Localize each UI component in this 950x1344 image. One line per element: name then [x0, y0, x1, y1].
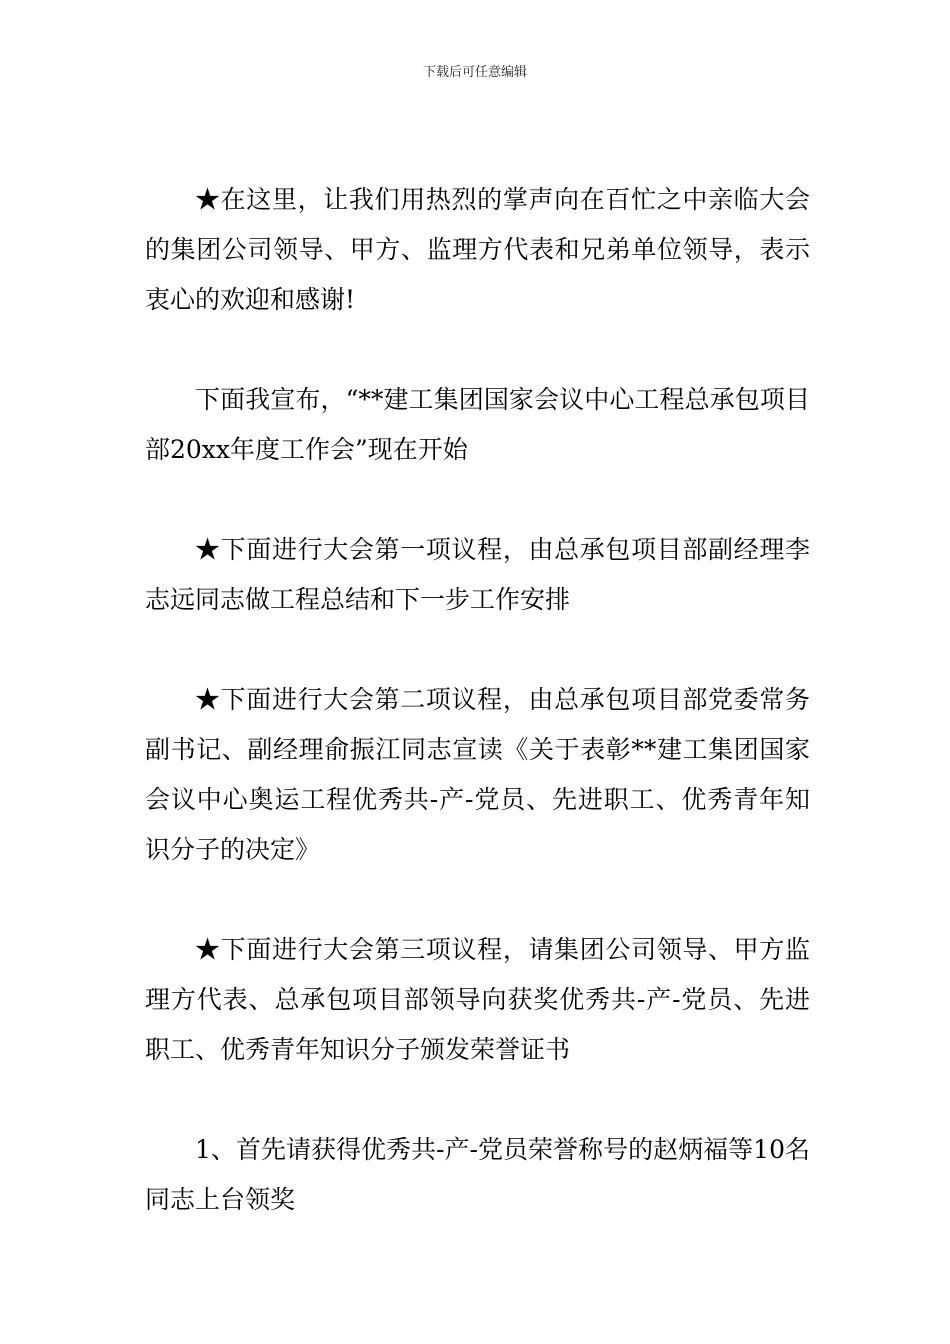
paragraph-award-step-1: 1、首先请获得优秀共-产-党员荣誉称号的赵炳福等10名同志上台领奖 [145, 1135, 810, 1214]
paragraph-agenda-item-2: ★下面进行大会第二项议程，由总承包项目部党委常务副书记、副经理俞振江同志宣读《关于表彰**建工集团国家会议中心奥运工程优秀共-产-党员、先进职工、优秀青年知识分子的决定》 [145, 685, 810, 864]
paragraph-opening-announcement: 下面我宣布，“**建工集团国家会议中心工程总承包项目部20xx年度工作会”现在开始 [145, 385, 810, 464]
paragraph-agenda-item-1: ★下面进行大会第一项议程，由总承包项目部副经理李志远同志做工程总结和下一步工作安排 [145, 535, 810, 614]
document-body [145, 175, 810, 1275]
paragraph-agenda-item-3: ★下面进行大会第三项议程，请集团公司领导、甲方监理方代表、总承包项目部领导向获奖优秀共-产-党员、先进职工、优秀青年知识分子颁发荣誉证书 [145, 935, 810, 1064]
paragraph-welcome: ★在这里，让我们用热烈的掌声向在百忙之中亲临大会的集团公司领导、甲方、监理方代表和兄弟单位领导，表示衷心的欢迎和感谢! [145, 185, 810, 314]
page-header-note: 下载后可任意编辑 [422, 65, 527, 80]
